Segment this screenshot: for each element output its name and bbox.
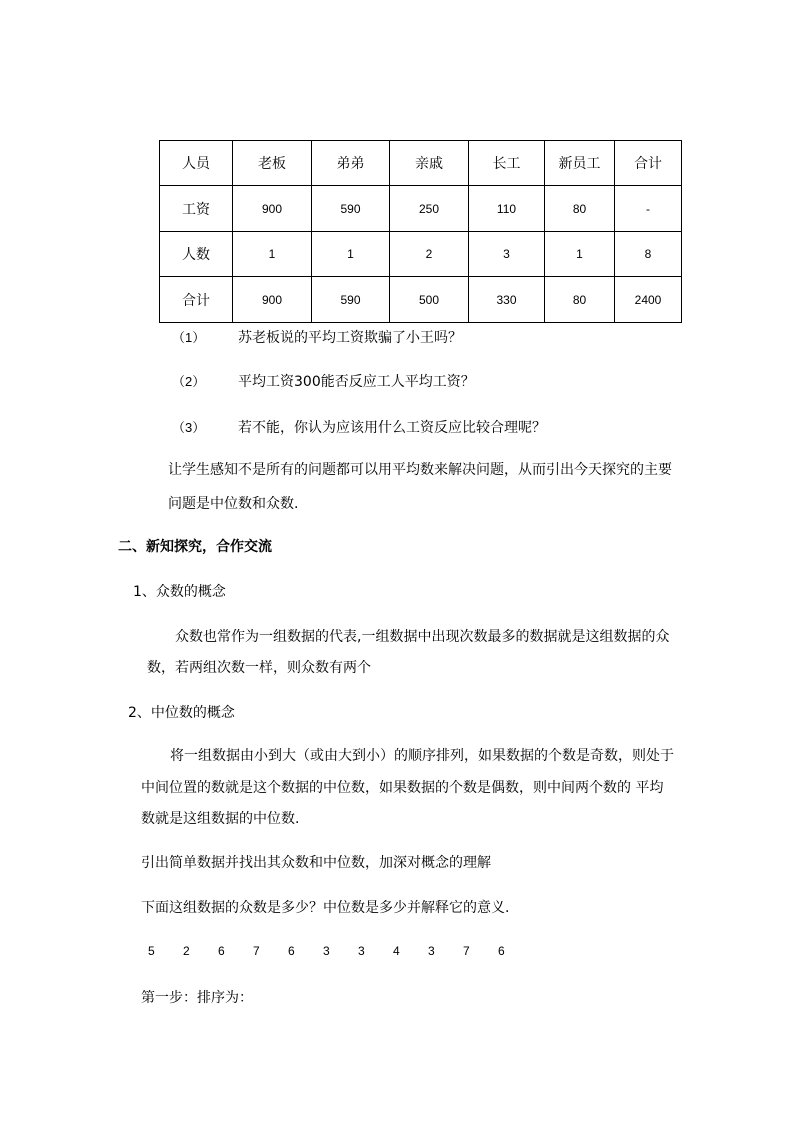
table-cell: 500 <box>390 277 469 323</box>
table-cell: 80 <box>545 186 615 232</box>
mode-title: 1、众数的概念 <box>133 584 226 600</box>
table-header-row <box>160 141 682 186</box>
mode-line-2: 数，若两组次数一样，则众数有两个 <box>147 660 371 676</box>
mode-line-1: 众数也常作为一组数据的代表,一组数据中出现次数最多的数据就是这组数据的众 <box>175 629 670 645</box>
table-row-label: 人数 <box>160 232 233 277</box>
table-cell: 1 <box>233 232 312 277</box>
data-sequence <box>0 944 794 962</box>
sequence-number: 6 <box>498 944 505 958</box>
table-row-label: 工资 <box>160 186 233 232</box>
question-3 <box>172 418 205 438</box>
question-1 <box>172 328 205 348</box>
step-one: 第一步：排序为： <box>141 990 253 1006</box>
intro-line-1: 让学生感知不是所有的问题都可以用平均数来解决问题，从而引出今天探究的主要 <box>168 462 672 478</box>
table-header-cell: 长工 <box>469 141 545 186</box>
table-cell: 110 <box>469 186 545 232</box>
section-heading: 二、新知探究，合作交流 <box>118 539 272 555</box>
table-row <box>160 277 682 323</box>
table-cell: 900 <box>233 277 312 323</box>
table-header-cell: 弟弟 <box>312 141 390 186</box>
question-number: （2） <box>172 374 206 389</box>
table-cell: 80 <box>545 277 615 323</box>
question-number: （3） <box>172 420 206 435</box>
table-header-cell: 合计 <box>615 141 682 186</box>
sequence-number: 6 <box>288 944 295 958</box>
median-line-1: 将一组数据由小到大（或由大到小）的顺序排列，如果数据的个数是奇数，则处于 <box>170 748 674 764</box>
table-cell: 590 <box>312 277 390 323</box>
table-header-cell: 老板 <box>233 141 312 186</box>
table-cell: 330 <box>469 277 545 323</box>
question-number: （1） <box>172 330 206 345</box>
sequence-number: 6 <box>218 944 225 958</box>
example-question: 下面这组数据的众数是多少？中位数是多少并解释它的意义. <box>141 900 510 916</box>
median-title: 2、中位数的概念 <box>128 705 235 721</box>
median-line-3: 数就是这组数据的中位数. <box>141 811 300 827</box>
table-cell: 900 <box>233 186 312 232</box>
table-cell: 590 <box>312 186 390 232</box>
table-cell: 2400 <box>615 277 682 323</box>
sequence-number: 7 <box>463 944 470 958</box>
table-row <box>160 232 682 277</box>
table-cell: 1 <box>545 232 615 277</box>
table-cell: - <box>615 186 682 232</box>
table-cell: 1 <box>312 232 390 277</box>
table-header-cell: 亲戚 <box>390 141 469 186</box>
table-cell: 2 <box>390 232 469 277</box>
table-cell: 3 <box>469 232 545 277</box>
table-header-cell: 人员 <box>160 141 233 186</box>
sequence-number: 3 <box>323 944 330 958</box>
table-row-label: 合计 <box>160 277 233 323</box>
sequence-number: 4 <box>393 944 400 958</box>
question-1-text: 苏老板说的平均工资欺骗了小王吗？ <box>238 330 462 346</box>
question-2-text: 平均工资300能否反应工人平均工资？ <box>238 374 475 390</box>
sequence-number: 3 <box>358 944 365 958</box>
intro-line-2: 问题是中位数和众数. <box>168 496 299 512</box>
table-header-cell: 新员工 <box>545 141 615 186</box>
sequence-number: 3 <box>428 944 435 958</box>
example-intro: 引出简单数据并找出其众数和中位数，加深对概念的理解 <box>141 855 491 871</box>
question-3-text: 若不能，你认为应该用什么工资反应比较合理呢？ <box>238 420 546 436</box>
sequence-number: 2 <box>183 944 190 958</box>
table-cell: 8 <box>615 232 682 277</box>
table-cell: 250 <box>390 186 469 232</box>
wage-table <box>159 140 682 323</box>
sequence-number: 5 <box>148 944 155 958</box>
median-line-2: 中间位置的数就是这个数据的中位数，如果数据的个数是偶数，则中间两个数的 平均 <box>141 780 664 796</box>
table-row <box>160 186 682 232</box>
sequence-number: 7 <box>253 944 260 958</box>
question-2 <box>172 372 205 392</box>
